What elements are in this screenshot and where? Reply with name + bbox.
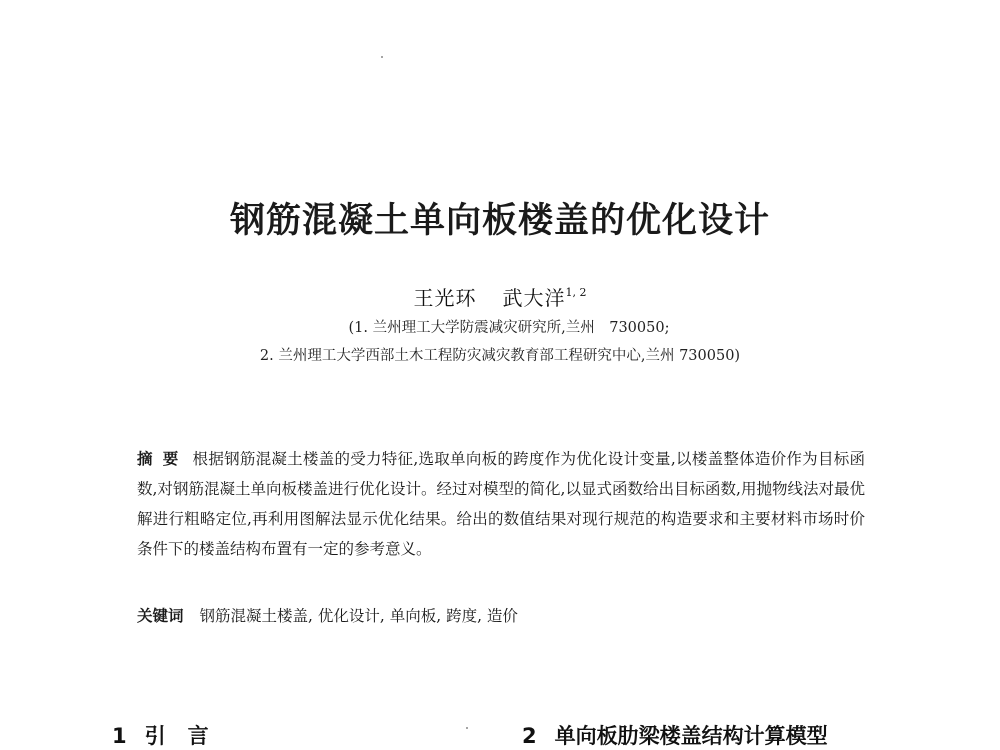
author-name: 王光环	[413, 286, 477, 310]
affiliation-line: (1. 兰州理工大学防震减灾研究所,兰州 730050;	[348, 320, 670, 336]
keywords-text: 钢筋混凝土楼盖, 优化设计, 单向板, 跨度, 造价	[199, 607, 518, 625]
scan-speck	[381, 56, 383, 58]
paper-title: 钢筋混凝土单向板楼盖的优化设计	[229, 201, 770, 241]
section-heading	[522, 720, 828, 750]
keywords-label: 关键词	[137, 607, 184, 625]
abstract-text: 根据钢筋混凝土楼盖的受力特征,选取单向板的跨度作为优化设计变量,以楼盖整体造价作为目标函数,对钢筋混凝土单向板楼盖进行优化设计。经过对模型的简化,以显式函数给出目标函数,用抛物线法对最优解进行粗略定位,再利用图解法显示优化结果。给出的数值结果对现行规范的构造要求和主要材料市场时价条件下的楼盖结构布置有一定的参考意义。	[137, 450, 865, 558]
section-number: 1	[112, 724, 127, 748]
abstract-label: 摘要	[137, 450, 189, 468]
author-line	[0, 282, 1000, 311]
author-name: 武大洋	[502, 286, 566, 310]
scan-speck	[466, 727, 468, 729]
affiliation-marker: 1, 2	[565, 286, 587, 299]
section-title: 单向板肋梁楼盖结构计算模型	[554, 724, 828, 748]
affiliation-line: 2. 兰州理工大学西部土木工程防灾减灾教育部工程研究中心,兰州 730050)	[259, 348, 741, 364]
keywords	[137, 604, 518, 626]
section-title: 引言	[144, 724, 231, 748]
section-number: 2	[522, 724, 537, 748]
abstract	[137, 444, 865, 564]
section-heading	[112, 720, 231, 750]
